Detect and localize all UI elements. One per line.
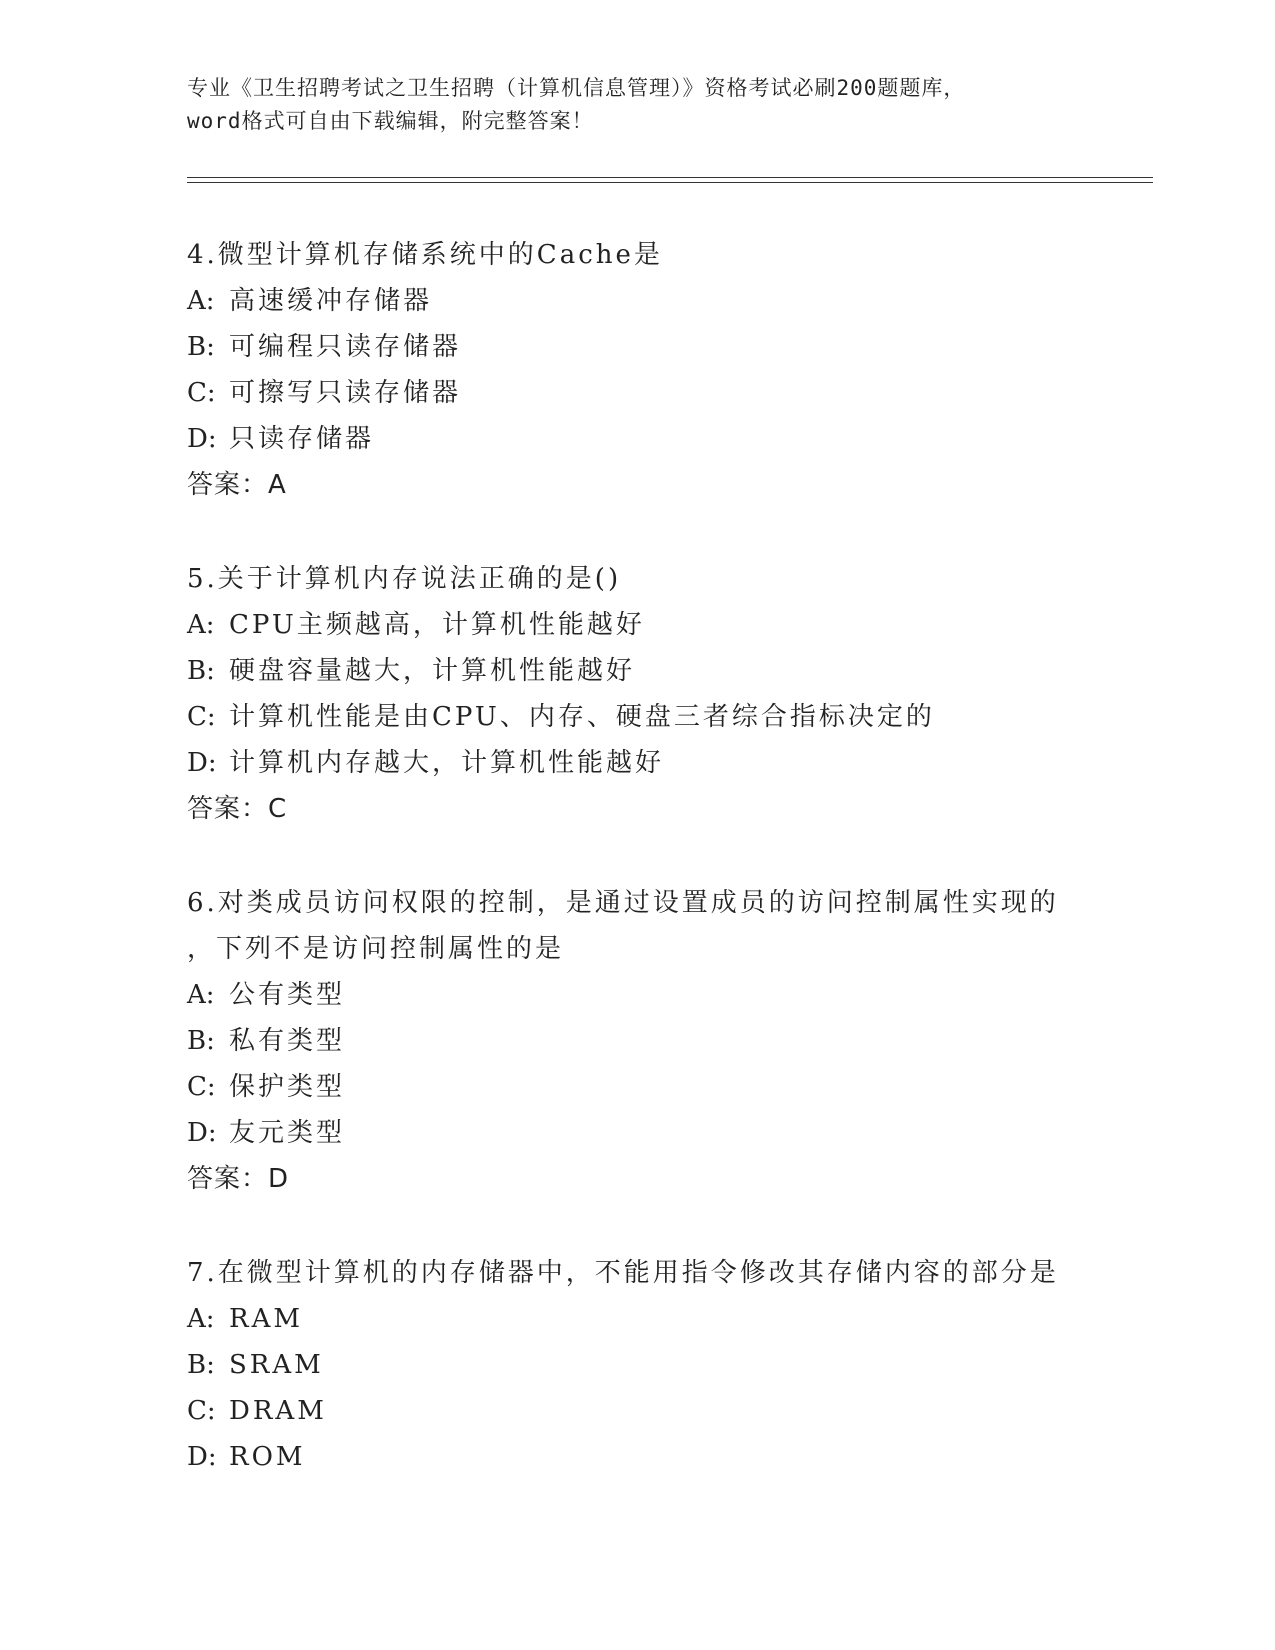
- option-d: [187, 416, 1167, 462]
- header-line-2: word格式可自由下载编辑，附完整答案！: [187, 109, 594, 133]
- question-block: [187, 880, 1167, 1202]
- option-key: C:: [187, 378, 216, 408]
- question-stem: 5.关于计算机内存说法正确的是(): [187, 564, 622, 594]
- option-key: C:: [187, 1396, 216, 1426]
- option-text: 计算机性能是由CPU、内存、硬盘三者综合指标决定的: [229, 702, 935, 732]
- option-c: [187, 694, 1167, 740]
- option-text: 私有类型: [229, 1026, 346, 1056]
- question-stem: 7.在微型计算机的内存储器中，不能用指令修改其存储内容的部分是: [187, 1258, 1059, 1288]
- option-key: B:: [187, 1350, 215, 1380]
- question-block: [187, 1250, 1167, 1480]
- option-d: [187, 1110, 1167, 1156]
- question-stem-continued: ，下列不是访问控制属性的是: [187, 934, 565, 964]
- option-key: B:: [187, 332, 215, 362]
- option-text: 只读存储器: [229, 424, 375, 454]
- header-divider-bottom: [187, 182, 1153, 183]
- option-a: [187, 278, 1167, 324]
- option-b: [187, 1342, 1167, 1388]
- option-text: 可编程只读存储器: [229, 332, 462, 362]
- option-text: 计算机内存越大，计算机性能越好: [229, 748, 665, 778]
- option-text: 友元类型: [229, 1118, 346, 1148]
- option-b: [187, 1018, 1167, 1064]
- option-text: 保护类型: [229, 1072, 346, 1102]
- header-divider-top: [187, 177, 1153, 178]
- question-block: [187, 556, 1167, 832]
- option-key: B:: [187, 656, 215, 686]
- option-a: [187, 1296, 1167, 1342]
- option-text: SRAM: [229, 1350, 324, 1380]
- question-block: [187, 232, 1167, 508]
- option-d: [187, 740, 1167, 786]
- option-b: [187, 648, 1167, 694]
- option-key: B:: [187, 1026, 215, 1056]
- option-key: A:: [187, 1304, 215, 1334]
- option-c: [187, 370, 1167, 416]
- option-key: D:: [187, 1442, 217, 1472]
- option-c: [187, 1388, 1167, 1434]
- answer-line: 答案：D: [187, 1164, 290, 1194]
- option-text: ROM: [229, 1442, 306, 1472]
- question-stem: 6.对类成员访问权限的控制，是通过设置成员的访问控制属性实现的: [187, 888, 1059, 918]
- question-stem: 4.微型计算机存储系统中的Cache是: [187, 240, 663, 270]
- option-key: D:: [187, 424, 217, 454]
- document-header: [187, 72, 1087, 138]
- option-key: A:: [187, 610, 215, 640]
- option-key: D:: [187, 748, 217, 778]
- option-key: A:: [187, 980, 215, 1010]
- option-key: A:: [187, 286, 215, 316]
- option-key: C:: [187, 1072, 216, 1102]
- option-key: C:: [187, 702, 216, 732]
- option-text: 可擦写只读存储器: [229, 378, 462, 408]
- option-a: [187, 972, 1167, 1018]
- option-c: [187, 1064, 1167, 1110]
- header-line-1: 专业《卫生招聘考试之卫生招聘（计算机信息管理）》资格考试必刷200题题库，: [187, 76, 966, 100]
- option-a: [187, 602, 1167, 648]
- option-key: D:: [187, 1118, 217, 1148]
- option-d: [187, 1434, 1167, 1480]
- question-list: [187, 232, 1167, 1528]
- option-text: 公有类型: [229, 980, 346, 1010]
- option-text: 高速缓冲存储器: [229, 286, 433, 316]
- option-text: RAM: [229, 1304, 303, 1334]
- answer-line: 答案：C: [187, 794, 288, 824]
- answer-line: 答案：A: [187, 470, 287, 500]
- option-text: CPU主频越高，计算机性能越好: [229, 610, 645, 640]
- option-b: [187, 324, 1167, 370]
- option-text: 硬盘容量越大，计算机性能越好: [229, 656, 636, 686]
- option-text: DRAM: [229, 1396, 327, 1426]
